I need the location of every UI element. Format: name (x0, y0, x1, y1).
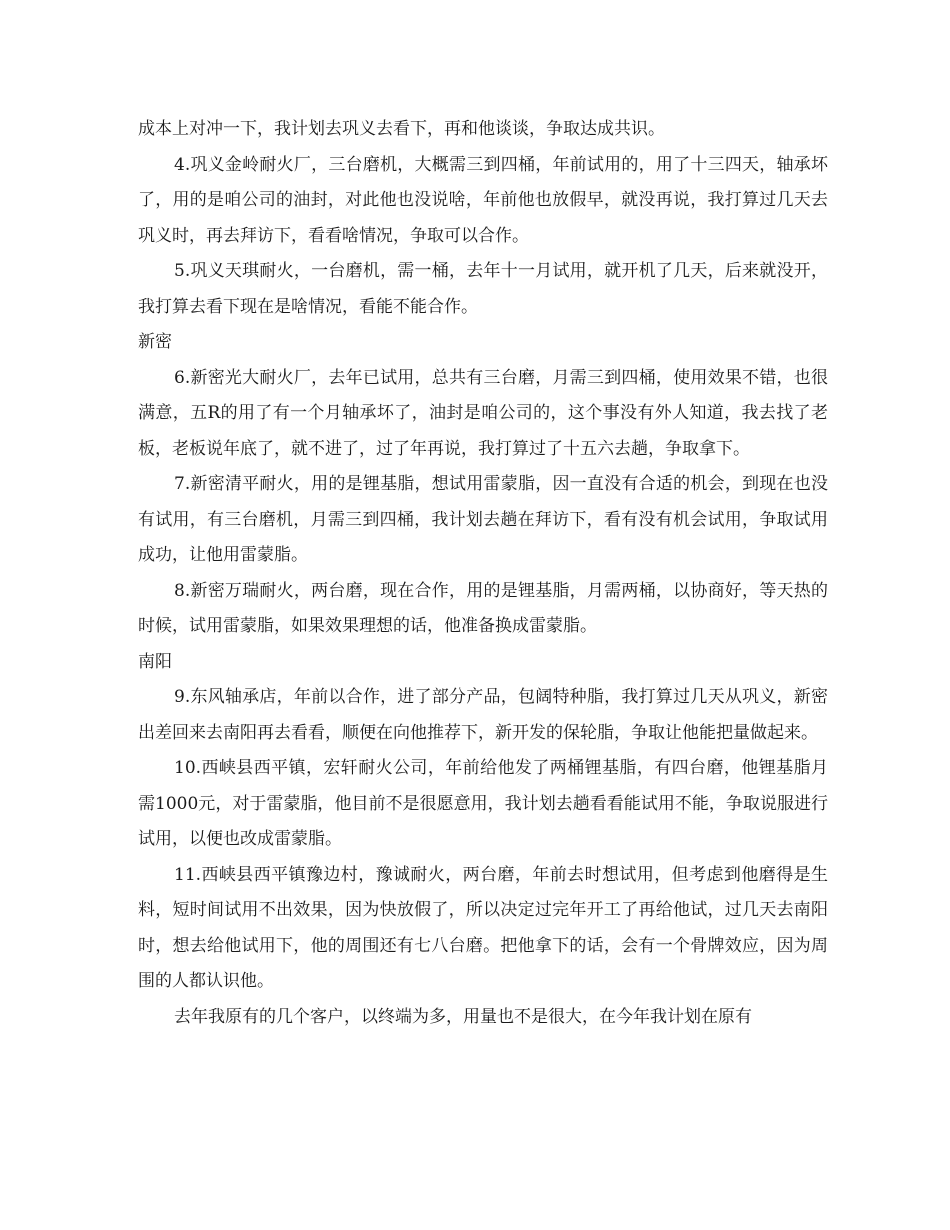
paragraph-continuation: 成本上对冲一下，我计划去巩义去看下，再和他谈谈，争取达成共识。 (138, 119, 665, 139)
paragraph-item-6: 6.新密光大耐火厂，去年已试用，总共有三台磨，月需三到四桶，使用效果不错，也很满意，五R的用了有一个月轴承坏了，油封是咱公司的，这个事没有外人知道，我去找了老板，老板说年底了，就不进了，过了年再说，我打算过了十五六去趟，争取拿下。 (138, 367, 828, 459)
section-heading-xinmi: 新密 (138, 332, 172, 352)
paragraph-item-4: 4.巩义金岭耐火厂，三台磨机，大概需三到四桶，年前试用的，用了十三四天，轴承坏了，用的是咱公司的油封，对此他也没说啥，年前他也放假早，就没再说，我打算过几天去巩义时，再去拜访下，看看啥情况，争取可以合作。 (138, 154, 828, 246)
paragraph-item-10: 10.西峡县西平镇，宏轩耐火公司，年前给他发了两桶锂基脂，有四台磨，他锂基脂月需1000元，对于雷蒙脂，他目前不是很愿意用，我计划去趟看看能试用不能，争取说服进行试用，以便也改成雷蒙脂。 (138, 758, 828, 849)
document-body (138, 112, 828, 1035)
section-heading-nanyang: 南阳 (138, 651, 172, 672)
paragraph-item-8: 8.新密万瑞耐火，两台磨，现在合作，用的是锂基脂，月需两桶，以协商好，等天热的时候，试用雷蒙脂，如果效果理想的话，他准备换成雷蒙脂。 (138, 580, 828, 636)
paragraph-item-5: 5.巩义天琪耐火，一台磨机，需一桶，去年十一月试用，就开机了几天，后来就没开，我打算去看下现在是啥情况，看能不能合作。 (138, 261, 828, 317)
paragraph-item-7: 7.新密清平耐火，用的是锂基脂，想试用雷蒙脂，因一直没有合适的机会，到现在也没有试用，有三台磨机，月需三到四桶，我计划去趟在拜访下，看有没有机会试用，争取试用成功，让他用雷蒙脂。 (138, 474, 828, 565)
paragraph-item-9: 9.东风轴承店，年前以合作，进了部分产品，包阔特种脂，我打算过几天从巩义，新密出差回来去南阳再去看看，顺便在向他推荐下，新开发的保轮脂，争取让他能把量做起来。 (138, 687, 828, 743)
paragraph-item-11: 11.西峡县西平镇豫边村，豫诚耐火，两台磨，年前去时想试用，但考虑到他磨得是生料，短时间试用不出效果，因为快放假了，所以决定过完年开工了再给他试，过几天去南阳时，想去给他试用下，他的周围还有七八台磨。把他拿下的话，会有一个骨牌效应，因为周围的人都认识他。 (138, 864, 828, 991)
paragraph-closing: 去年我原有的几个客户，以终端为多，用量也不是很大，在今年我计划在原有 (174, 1006, 752, 1027)
